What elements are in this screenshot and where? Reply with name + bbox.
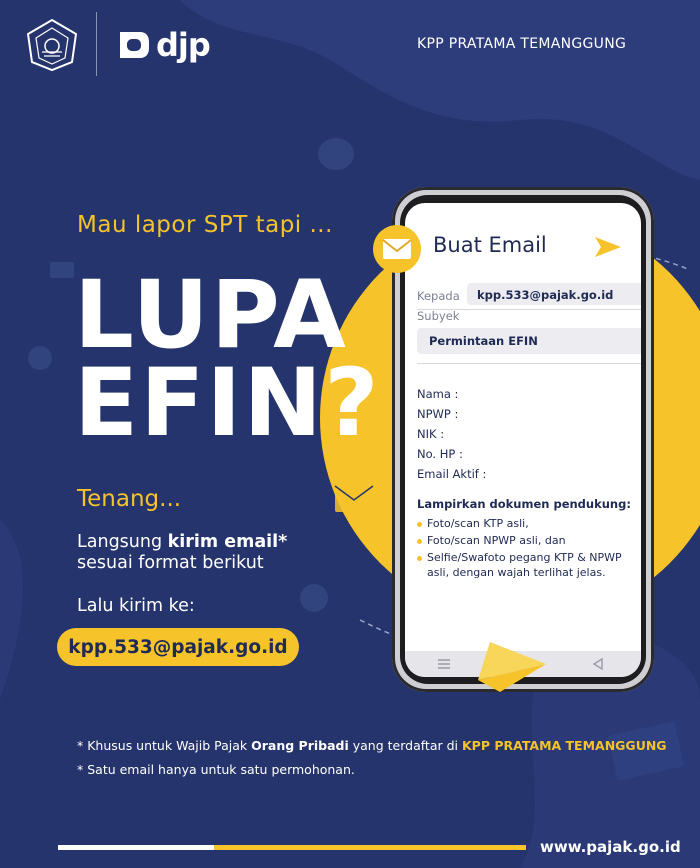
footnote-1-office: KPP PRATAMA TEMANGGUNG <box>461 738 667 753</box>
subject-divider <box>417 363 641 364</box>
to-value: kpp.533@pajak.go.id <box>477 288 614 302</box>
subject-label: Subyek <box>417 309 460 323</box>
attach-item-npwp: Foto/scan NPWP asli, dan <box>417 534 566 548</box>
to-label: Kepada <box>417 289 460 303</box>
send-label: Lalu kirim ke: <box>77 596 195 616</box>
teaser-text: Mau lapor SPT tapi ... <box>77 212 333 238</box>
footnote-1 <box>77 738 667 753</box>
mail-badge-icon <box>372 224 422 274</box>
headline-line1: LUPA <box>74 261 348 370</box>
instruction-prefix: Langsung <box>77 532 168 552</box>
field-nama: Nama : <box>417 387 459 401</box>
footnote-1-bold: Orang Pribadi <box>251 738 349 753</box>
menu-icon[interactable] <box>437 658 451 670</box>
tenang-text: Tenang... <box>77 486 182 512</box>
headline <box>74 261 381 458</box>
compose-title: Buat Email <box>433 233 547 257</box>
subject-value: Permintaan EFIN <box>429 334 538 348</box>
footer-bar-yellow <box>214 845 526 850</box>
djp-logo-icon <box>116 28 152 62</box>
attach-item-selfie: Selfie/Swafoto pegang KTP & NPWP <box>417 551 622 565</box>
email-address-pill[interactable] <box>57 628 299 666</box>
attach-title: Lampirkan dokumen pendukung: <box>417 497 631 511</box>
website-link[interactable]: www.pajak.go.id <box>540 838 681 856</box>
office-name: KPP PRATAMA TEMANGGUNG <box>417 36 627 52</box>
bullet-icon <box>417 556 422 561</box>
field-phone: No. HP : <box>417 447 463 461</box>
back-icon[interactable] <box>591 657 605 671</box>
attach-item-ktp: Foto/scan KTP asli, <box>417 517 529 531</box>
bullet-icon <box>417 539 422 544</box>
attach-item-selfie-cont: asli, dengan wajah terlihat jelas. <box>427 566 606 579</box>
field-nik: NIK : <box>417 427 445 441</box>
bullet-icon <box>417 522 422 527</box>
ministry-emblem-icon <box>24 18 80 72</box>
footnote-1-mid: yang terdaftar di <box>348 738 462 753</box>
headline-line2: EFIN? <box>74 349 381 458</box>
field-npwp: NPWP : <box>417 407 459 421</box>
djp-wordmark: djp <box>156 26 210 64</box>
djp-logo <box>116 26 210 64</box>
footer-bar-white <box>58 845 214 850</box>
instruction-bold: kirim email* <box>167 532 288 552</box>
phone-screen <box>405 203 641 677</box>
header-divider <box>96 12 97 76</box>
instruction-line2: sesuai format berikut <box>77 553 264 573</box>
instruction-text <box>77 532 287 574</box>
field-email: Email Aktif : <box>417 467 487 481</box>
send-icon[interactable] <box>593 235 623 259</box>
paper-plane-icon <box>476 640 548 694</box>
footnote-1-prefix: * Khusus untuk Wajib Pajak <box>77 738 252 753</box>
email-address: kpp.533@pajak.go.id <box>68 636 288 658</box>
footnote-2: * Satu email hanya untuk satu permohonan. <box>77 762 355 777</box>
